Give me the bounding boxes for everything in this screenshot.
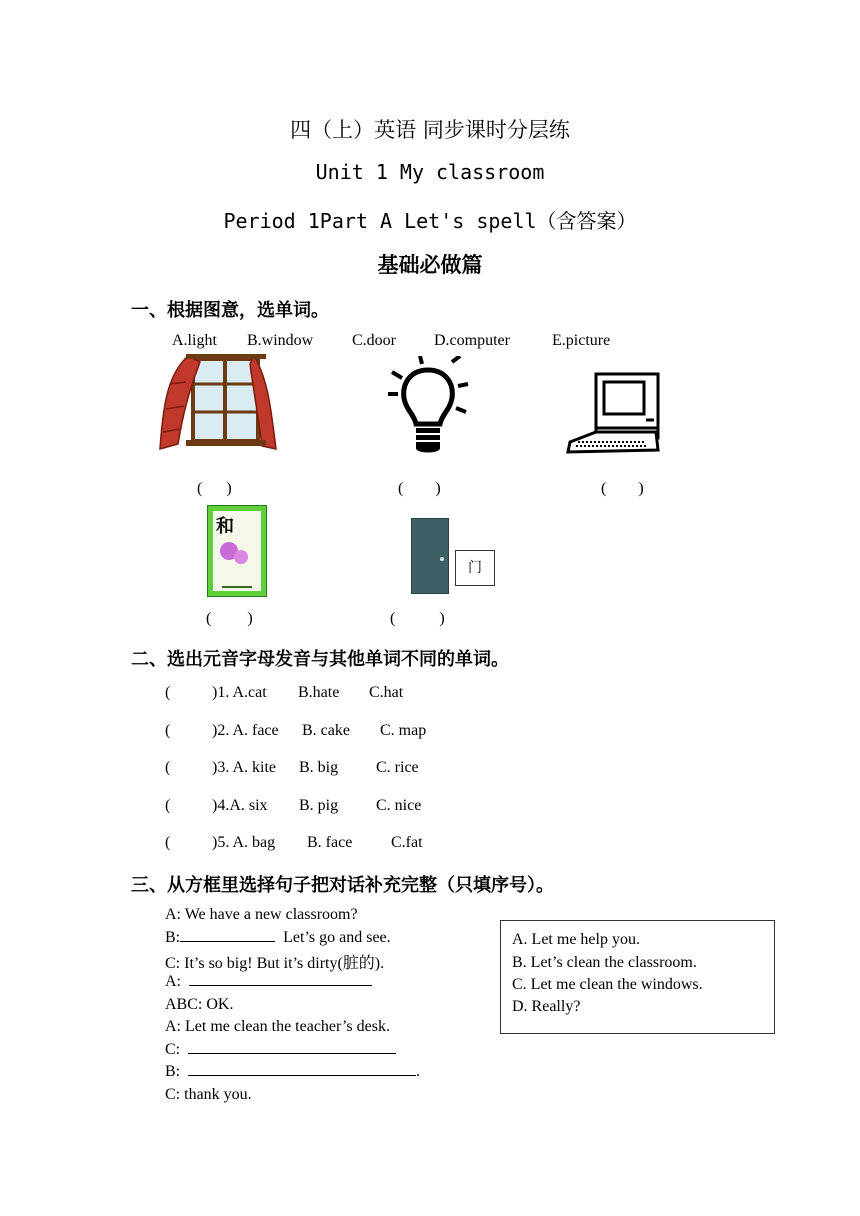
answer-blank-3[interactable]: ( ) (601, 480, 644, 497)
q5-option-b: B. face (307, 834, 353, 851)
door-caption-box: 门 (455, 550, 495, 586)
section3-heading: 三、从方框里选择句子把对话补充完整（只填序号）。 (131, 875, 554, 896)
q4-open-paren[interactable]: ( (165, 797, 171, 814)
q5-option-a: )5. A. bag (212, 834, 276, 851)
section1-heading: 一、根据图意，选单词。 (131, 300, 329, 321)
dialogue-line-8 (165, 1063, 420, 1081)
q4-option-b: B. pig (299, 797, 339, 814)
dialogue-speaker-a: A: (165, 973, 181, 990)
q3-option-b: B. big (299, 759, 339, 776)
q4-option-a: )4.A. six (212, 797, 268, 814)
dialogue-line-2 (165, 929, 391, 947)
q4-option-c: C. nice (376, 797, 422, 814)
answer-blank-2[interactable]: ( ) (398, 480, 441, 497)
dialogue-line-5: ABC: OK. (165, 996, 234, 1013)
q5-open-paren[interactable]: ( (165, 834, 171, 851)
q5-option-c: C.fat (391, 834, 423, 851)
q1-option-a: )1. A.cat (212, 684, 267, 701)
word-bank-computer: D.computer (434, 332, 510, 349)
window-icon (158, 354, 278, 454)
fill-blank-b2[interactable] (188, 1074, 416, 1076)
door-icon (411, 518, 449, 594)
dialogue-speaker-b2: B: (165, 1063, 181, 1080)
fill-blank-c1[interactable] (188, 1052, 396, 1054)
answer-blank-1[interactable]: ( ) (197, 480, 232, 497)
dialogue-line-9: C: thank you. (165, 1086, 252, 1103)
section2-heading: 二、选出元音字母发音与其他单词不同的单词。 (131, 649, 509, 670)
period-title: Period 1Part A Let's spell（含答案） (223, 209, 637, 233)
dialogue-speaker-c: C: (165, 1041, 181, 1058)
dialogue-line-6: A: Let me clean the teacher’s desk. (165, 1018, 390, 1035)
dialogue-line-7 (165, 1041, 396, 1059)
picture-icon (207, 505, 267, 597)
q3-option-c: C. rice (376, 759, 419, 776)
q2-open-paren[interactable]: ( (165, 722, 171, 739)
answer-blank-5[interactable]: ( ) (390, 610, 445, 627)
q1-open-paren[interactable]: ( (165, 684, 171, 701)
q2-option-a: )2. A. face (212, 722, 279, 739)
dialogue-line-2-text: Let’s go and see. (283, 929, 391, 946)
dialogue-line-3: C: It’s so big! But it’s dirty(脏的). (165, 955, 385, 972)
dialogue-line-1: A: We have a new classroom? (165, 906, 358, 923)
option-d: D. Really? (512, 998, 581, 1015)
answer-blank-4[interactable]: ( ) (206, 610, 253, 627)
unit-title: Unit 1 My classroom (315, 160, 545, 184)
light-bulb-icon (386, 356, 470, 460)
dialogue-line-4 (165, 973, 372, 991)
q1-option-b: B.hate (298, 684, 340, 701)
option-b: B. Let’s clean the classroom. (512, 954, 697, 971)
word-bank-door: C.door (352, 332, 396, 349)
q3-open-paren[interactable]: ( (165, 759, 171, 776)
fill-blank-a1[interactable] (189, 984, 372, 986)
options-box (500, 920, 775, 1034)
painting-character: 和 (216, 516, 234, 537)
worksheet-title: 四（上）英语 同步课时分层练 (290, 118, 570, 142)
word-bank-light: A.light (172, 332, 217, 349)
q2-option-c: C. map (380, 722, 427, 739)
q3-option-a: )3. A. kite (212, 759, 276, 776)
word-bank-window: B.window (247, 332, 314, 349)
option-a: A. Let me help you. (512, 931, 640, 948)
fill-blank-b1[interactable] (180, 940, 275, 942)
q1-option-c: C.hat (369, 684, 404, 701)
option-c: C. Let me clean the windows. (512, 976, 703, 993)
dialogue-speaker-b: B: (165, 929, 181, 946)
computer-icon (566, 372, 662, 456)
level-title: 基础必做篇 (377, 253, 483, 277)
dialogue-line-8-period: . (416, 1063, 421, 1080)
word-bank-picture: E.picture (552, 332, 611, 349)
q2-option-b: B. cake (302, 722, 350, 739)
